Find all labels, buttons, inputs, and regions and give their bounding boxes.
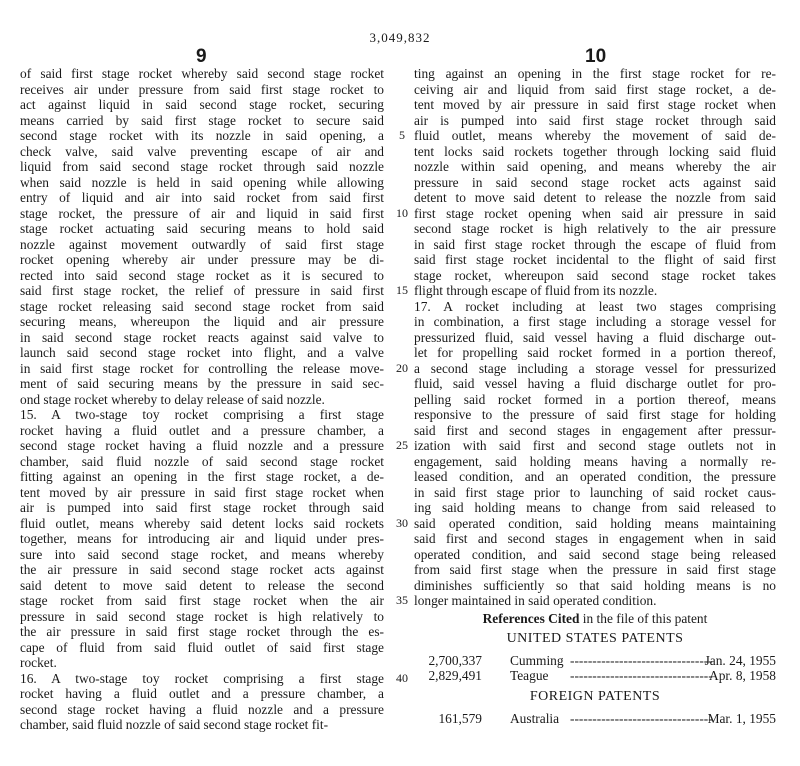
line-number: 40 — [396, 670, 408, 685]
text-line: longer maintained in said operated condition. — [414, 593, 657, 608]
text-line: sure into said second stage rocket, and means whereby — [20, 546, 384, 562]
text-line: pressurized fluid, said vessel having a fluid discharge out- — [414, 329, 776, 345]
references-title: References Cited in the file of this patent — [482, 611, 708, 626]
line-number: 20 — [396, 360, 408, 375]
text-line: cape of fluid from said fluid outlet of said first stage — [20, 639, 384, 655]
text-line: stage rocket, the pressure of air and liquid in said first — [20, 205, 384, 221]
text-line: stage rocket from said first stage rocket when the air — [20, 593, 384, 608]
text-line: fluid outlet, means whereby the movement of said de- — [414, 128, 776, 143]
text-line: launch said second stage rocket into flight, and a valve — [20, 345, 384, 360]
left-column-text — [20, 66, 384, 733]
text-line: second stage rocket having a fluid nozzle and a pressure — [20, 438, 384, 453]
line-number: 5 — [399, 128, 405, 142]
text-line: second stage rocket is high relatively to the air pressure — [414, 221, 776, 236]
text-line: fluid outlet, means whereby said detent locks said rockets — [20, 515, 384, 531]
text-line: ment of said securing means by the pressure in said sec- — [20, 376, 384, 391]
text-line: liquid from said second stage rocket through said nozzle — [20, 159, 384, 174]
text-line: stage rocket releasing said second stage rocket from said — [20, 298, 384, 314]
text-line: tent moved by air pressure in said first stage rocket when — [414, 97, 776, 112]
line-number: 35 — [396, 593, 408, 607]
line-number: 15 — [396, 283, 408, 297]
text-line: check valve, said valve preventing escape of air and — [20, 143, 384, 159]
text-line: ond stage rocket whereby to delay release of said nozzle. — [20, 391, 325, 407]
text-line: pelling said rocket formed in a portion thereof, means — [414, 391, 776, 407]
text-line: stage rocket, whereupon said second stage rocket takes — [414, 267, 776, 283]
text-line: act against liquid in said second stage rocket, securing — [20, 97, 384, 112]
text-line: from said first stage when the pressure in said first stage — [414, 562, 776, 577]
right-column-number: 10 — [585, 46, 607, 67]
text-line: 15. A two-stage toy rocket comprising a first stage — [20, 407, 384, 422]
right-column-text — [414, 66, 776, 609]
text-line: securing means, whereupon the liquid and air pressure — [20, 314, 384, 329]
text-line: air is pumped into said first stage rocket through said — [20, 500, 384, 515]
text-line: stage rocket actuating said securing means to hold said — [20, 221, 384, 236]
text-line: diminishes sufficiently so that said holding means is no — [414, 577, 776, 593]
left-column-number: 9 — [196, 46, 207, 67]
text-line: said first stage rocket, the relief of pressure in said first — [20, 283, 384, 298]
text-line: pressure in said second stage rocket is high relatively to — [20, 608, 384, 624]
text-line: second stage rocket having a fluid nozzle and a pressure — [20, 701, 384, 717]
text-line: engagement, said holding means having a normally re- — [414, 453, 776, 469]
text-line: chamber, said fluid nozzle of said second stage rocket — [20, 453, 384, 469]
text-line: said operated condition, said holding means maintaining — [414, 515, 776, 531]
text-line: nozzle against movement outwardly of said first stage — [20, 236, 384, 252]
text-line: said detent to move said detent to release the second — [20, 577, 384, 593]
reference-row: 2,829,491 Teague -------------------------------- Apr. 8, 1958 — [428, 668, 776, 683]
text-line: entry of liquid and air into said rocket from said first — [20, 190, 384, 205]
text-line: rocket opening whereby air under pressure may be di- — [20, 252, 384, 267]
text-line: chamber, said fluid nozzle of said second stage rocket fit- — [20, 717, 329, 732]
reference-row: 2,700,337 Cumming -------------------------------- Jan. 24, 1955 — [428, 653, 776, 668]
text-line: together, means for introducing air and liquid under pres- — [20, 531, 384, 546]
text-line: leased condition, and an operated condition, the pressure — [414, 469, 776, 484]
text-line: receives air under pressure from said first stage rocket to — [20, 81, 384, 97]
text-line: tent locks said rockets together through locking said fluid — [414, 143, 776, 159]
text-line: air is pumped into said first stage rocket through said — [414, 112, 776, 128]
text-line: fluid, said vessel having a fluid discharge outlet for pro- — [414, 376, 776, 391]
text-line: let for propelling said rocket formed in a portion thereof, — [414, 345, 776, 360]
text-line: ceiving air and liquid from said first stage rocket, a de- — [414, 81, 776, 97]
text-line: pressure in said second stage rocket acts against said — [414, 174, 776, 190]
text-line: ting against an opening in the first stage rocket for re- — [414, 66, 776, 81]
text-line: first stage rocket opening when said air pressure in said — [414, 205, 776, 221]
text-line: nozzle within said opening, and means whereby the air — [414, 159, 776, 174]
text-line: in combination, a first stage including a storage vessel for — [414, 314, 776, 329]
line-number: 25 — [396, 438, 408, 452]
text-line: rocket. — [20, 655, 57, 670]
text-line: in said first stage rocket for controlling the release move- — [20, 360, 384, 376]
text-line: said first stage rocket incidental to the flight of said first — [414, 252, 776, 267]
text-line: operated condition, and said second stage being released — [414, 546, 776, 562]
text-line: 17. A rocket including at least two stages comprising — [414, 298, 776, 314]
reference-row: 161,579 Australia -------------------------------- Mar. 1, 1955 — [438, 711, 776, 726]
text-line: 16. A two-stage toy rocket comprising a first stage — [20, 670, 384, 686]
text-line: responsive to the pressure of said first stage for holding — [414, 407, 776, 422]
text-line: a second stage including a storage vessel for pressurized — [414, 360, 776, 376]
text-line: when said nozzle is held in said opening while allowing — [20, 174, 384, 190]
us-patents-heading: UNITED STATES PATENTS — [506, 631, 684, 646]
text-line: said first and second stages in engagement after pressur- — [414, 422, 776, 438]
text-line: in said first stage prior to launching of said rocket caus- — [414, 484, 776, 500]
text-line: ization with said first and second stage outlets not in — [414, 438, 776, 453]
text-line: tent moved by air pressure in said first stage rocket when — [20, 484, 384, 500]
line-number: 10 — [396, 205, 408, 220]
line-number: 30 — [396, 515, 408, 530]
text-line: in said second stage rocket reacts against said valve to — [20, 329, 384, 345]
patent-number: 3,049,832 — [369, 30, 431, 45]
text-line: detent to move said detent to release the nozzle from said — [414, 190, 776, 205]
text-line: rected into said second stage rocket as it is secured to — [20, 267, 384, 283]
text-line: of said first stage rocket whereby said second stage rocket — [20, 66, 384, 81]
text-line: flight through escape of fluid from its nozzle. — [414, 283, 658, 298]
text-line: rocket having a fluid outlet and a pressure chamber, a — [20, 686, 384, 701]
text-line: said first and second stages in engagement when in said — [414, 531, 776, 546]
text-line: means carried by said first stage rocket to secure said — [20, 112, 384, 128]
text-line: fitting against an opening in the first stage rocket, a de- — [20, 469, 384, 484]
text-line: the air pressure in said second stage rocket acts against — [20, 562, 384, 577]
text-line: in said first stage rocket through the escape of fluid from — [414, 236, 776, 252]
text-line: rocket having a fluid outlet and a pressure chamber, a — [20, 422, 384, 438]
text-line: the air pressure in said first stage rocket through the es- — [20, 624, 384, 639]
text-line: ing said holding means to change from said released to — [414, 500, 776, 515]
foreign-patents-heading: FOREIGN PATENTS — [529, 689, 661, 704]
text-line: second stage rocket with its nozzle in said opening, a — [20, 128, 384, 143]
